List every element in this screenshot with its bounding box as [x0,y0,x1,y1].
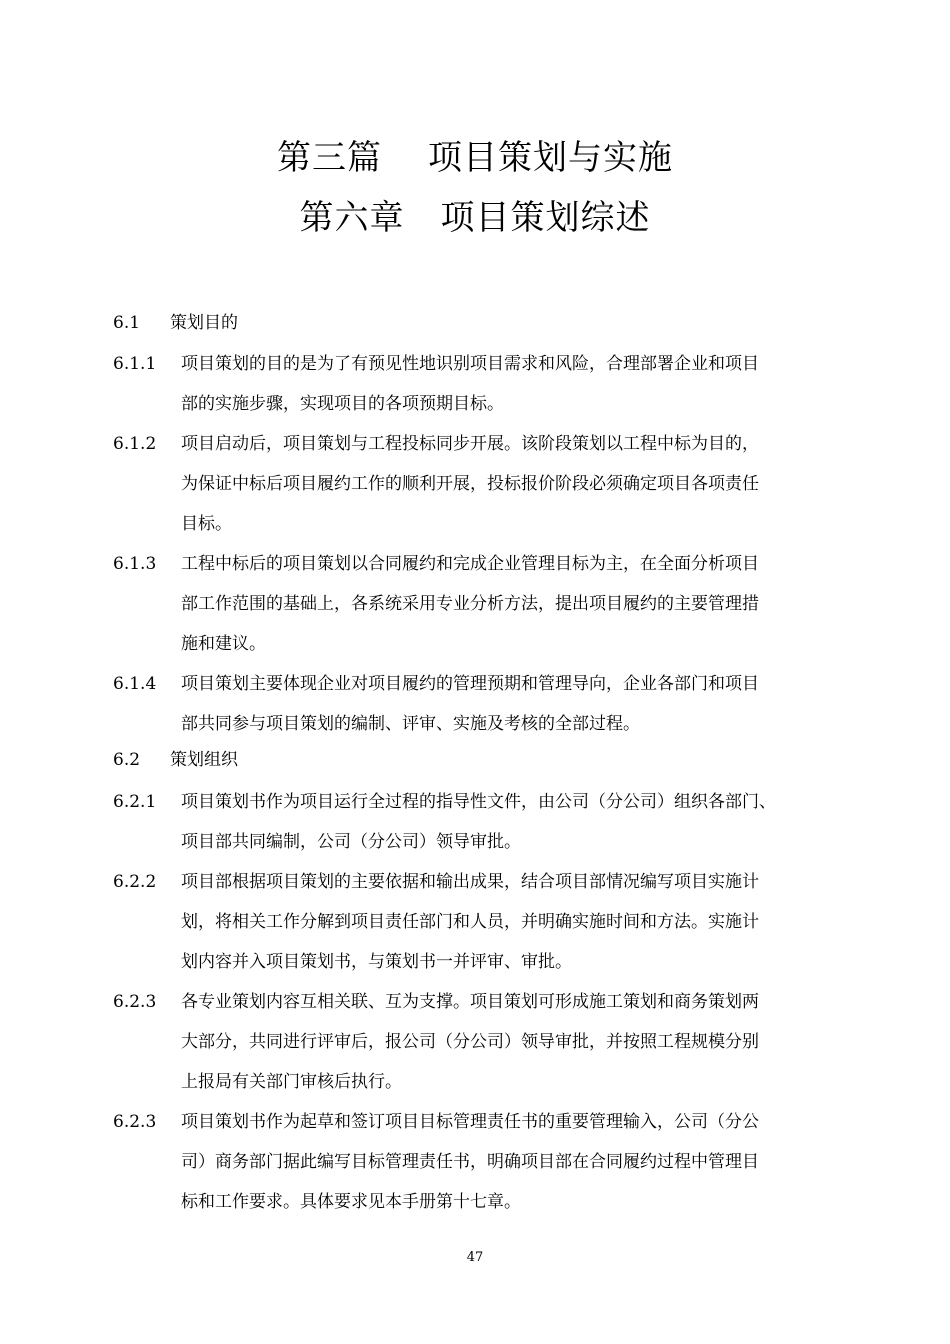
clause [113,544,848,664]
clause-line: 划，将相关工作分解到项目责任部门和人员，并明确实施时间和方法。实施计 [181,912,759,932]
section-heading [113,310,238,336]
clause-text [181,664,848,744]
clause-line: 上报局有关部门审核后执行。 [181,1072,402,1092]
clause-number: 6.2.1 [113,792,157,812]
clause-line: 司）商务部门据此编写目标管理责任书，明确项目部在合同履约过程中管理目 [181,1152,759,1172]
clause-text [181,862,848,982]
clause-line: 部的实施步骤，实现项目的各项预期目标。 [181,394,504,414]
part-title [0,138,950,178]
clause-text [181,982,848,1102]
clause-number: 6.1.1 [113,354,157,374]
section-number: 6.1 [113,313,141,333]
clause-line: 项目部根据项目策划的主要依据和输出成果，结合项目部情况编写项目实施计 [181,872,759,892]
section-number: 6.2 [113,750,141,770]
clause-text [181,424,848,544]
clause-line: 项目策划主要体现企业对项目履约的管理预期和管理导向，企业各部门和项目 [181,674,759,694]
clause-line: 为保证中标后项目履约工作的顺利开展，投标报价阶段必须确定项目各项责任 [181,474,759,494]
clause-line: 项目策划书作为项目运行全过程的指导性文件，由公司（分公司）组织各部门、 [181,792,776,812]
clause-number: 6.1.4 [113,674,157,694]
clause [113,782,848,862]
clause-number: 6.2.3 [113,992,157,1012]
clause-number: 6.2.3 [113,1112,157,1132]
clause-number: 6.2.2 [113,872,157,892]
clause-line: 大部分，共同进行评审后，报公司（分公司）领导审批，并按照工程规模分别 [181,1032,759,1052]
section-title: 策划目的 [170,313,238,333]
part-number: 第三篇 [277,138,382,178]
section-title: 策划组织 [170,750,238,770]
clause-text [181,1102,848,1222]
clause-line: 部工作范围的基础上，各系统采用专业分析方法，提出项目履约的主要管理措 [181,594,759,614]
clause-text [181,344,848,424]
clause [113,424,848,544]
clause-number: 6.1.3 [113,554,157,574]
clause-line: 项目启动后，项目策划与工程投标同步开展。该阶段策划以工程中标为目的， [181,434,759,454]
clause-line: 施和建议。 [181,634,266,654]
chapter-number: 第六章 [299,198,405,238]
clause-line: 目标。 [181,514,232,534]
chapter-title-text: 项目策划综述 [440,198,651,238]
section-heading [113,747,238,773]
clause-text [181,782,848,862]
clause-line: 工程中标后的项目策划以合同履约和完成企业管理目标为主，在全面分析项目 [181,554,759,574]
clause-line: 部共同参与项目策划的编制、评审、实施及考核的全部过程。 [181,714,640,734]
clause [113,982,848,1102]
clause [113,1102,848,1222]
part-title-text: 项目策划与实施 [428,138,673,178]
clause [113,862,848,982]
chapter-title [0,198,950,238]
clause-line: 标和工作要求。具体要求见本手册第十七章。 [181,1192,521,1212]
clause-number: 6.1.2 [113,434,157,454]
clause-line: 项目部共同编制，公司（分公司）领导审批。 [181,832,521,852]
clause-text [181,544,848,664]
clause [113,344,848,424]
clause-line: 划内容并入项目策划书，与策划书一并评审、审批。 [181,952,572,972]
clause-line: 项目策划书作为起草和签订项目目标管理责任书的重要管理输入，公司（分公 [181,1112,759,1132]
clause-line: 各专业策划内容互相关联、互为支撑。项目策划可形成施工策划和商务策划两 [181,992,759,1012]
clause [113,664,848,744]
page-number: 47 [466,1250,484,1265]
clause-line: 项目策划的目的是为了有预见性地识别项目需求和风险，合理部署企业和项目 [181,354,759,374]
